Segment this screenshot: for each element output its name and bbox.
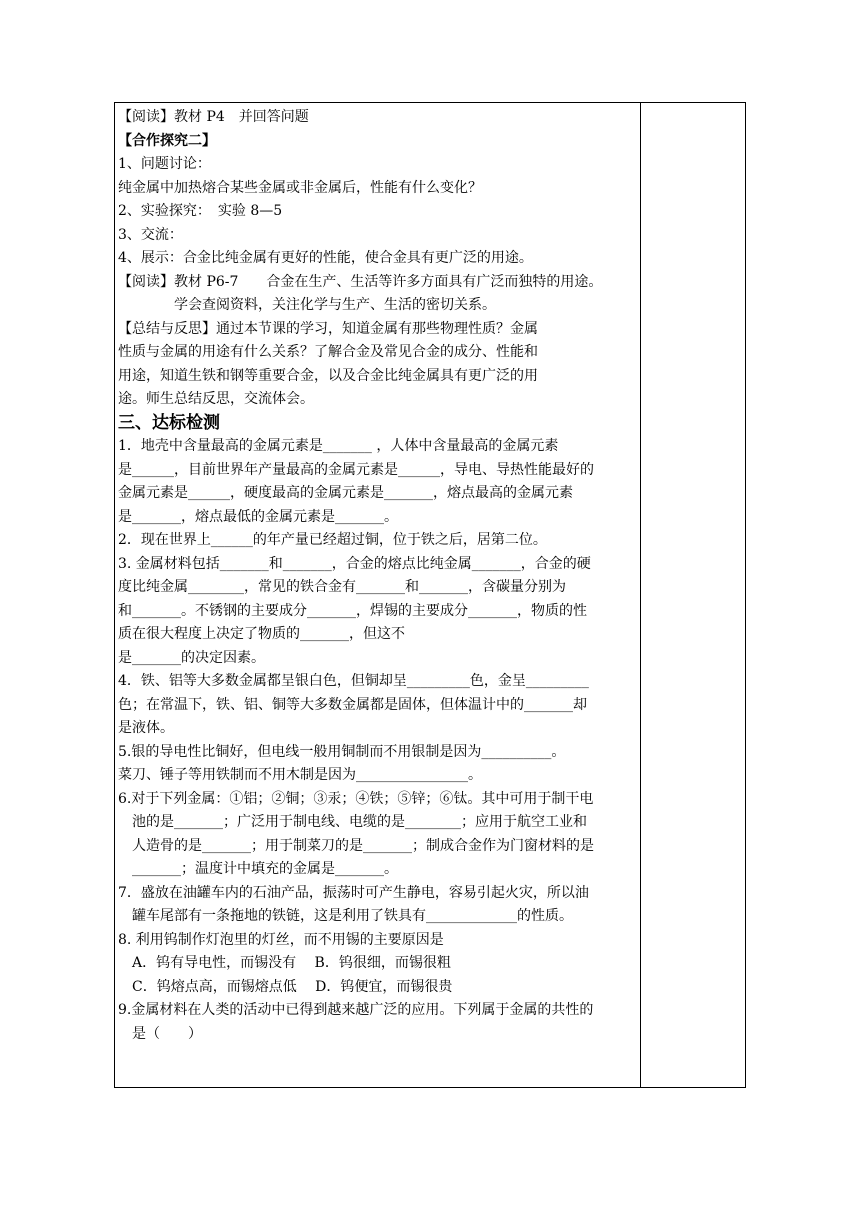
text-line: 是（ ） — [132, 1025, 202, 1042]
text-line: 菜刀、锤子等用铁制而不用木制是因为________________。 — [118, 767, 482, 783]
text-line: A．钨有导电性，而锡没有 B．钨很细，而锡很粗 — [132, 955, 451, 971]
text-line: 途。师生总结反思，交流体会。 — [118, 391, 314, 407]
text-line: 是液体。 — [118, 720, 174, 736]
text-line: 是______，目前世界年产量最高的金属元素是______，导电、导热性能最好的 — [118, 461, 594, 478]
text-line: 2、实验探究： 实验 8—5 — [118, 203, 283, 219]
text-line: 纯金属中加热熔合某些金属或非金属后，性能有什么变化？ — [118, 179, 482, 196]
text-line: 4．铁、铝等大多数金属都呈银白色，但铜却呈_________色，金呈_________ — [118, 673, 589, 689]
text-line: C．钨熔点高，而锡熔点低 D．钨便宜，而锡很贵 — [132, 978, 453, 995]
text-line: 学会查阅资料，关注化学与生产、生活的密切关系。 — [174, 297, 496, 313]
text-line: 人造骨的是_______；用于制菜刀的是_______；制成合金作为门窗材料的是 — [132, 837, 594, 854]
text-line: 度比纯金属________，常见的铁合金有_______和_______，含碳量分别为 — [118, 579, 566, 595]
text-line: 金属元素是______，硬度最高的金属元素是_______，熔点最高的金属元素 — [118, 485, 573, 501]
text-line: _______；温度计中填充的金属是_______。 — [132, 861, 398, 877]
text-line: 三、达标检测 — [118, 412, 220, 433]
text-line: 【阅读】教材 P4 并回答问题 — [118, 109, 309, 125]
text-line: 4、展示：合金比纯金属有更好的性能，使合金具有更广泛的用途。 — [118, 250, 533, 266]
text-line: 是_______，熔点最低的金属元素是_______。 — [118, 508, 398, 525]
text-line: 3. 金属材料包括_______和_______，合金的熔点比纯金属_______，合金的硬 — [118, 555, 591, 572]
text-line: 1、问题讨论： — [118, 156, 211, 172]
text-line: 8. 利用钨制作灯泡里的灯丝，而不用锡的主要原因是 — [118, 931, 444, 948]
text-line: 1．地壳中含量最高的金属元素是_______ ，人体中含量最高的金属元素 — [118, 438, 559, 454]
text-line: 2．现在世界上______的年产量已经超过铜，位于铁之后，居第二位。 — [118, 532, 547, 548]
text-line: 【合作探究二】 — [118, 132, 216, 149]
column-divider — [640, 103, 641, 1087]
text-line: 【总结与反思】通过本节课的学习，知道金属有那些物理性质？金属 — [118, 320, 538, 337]
text-line: 3、交流： — [118, 226, 183, 243]
text-line: 用途，知道生铁和钢等重要合金，以及合金比纯金属具有更广泛的用 — [118, 367, 538, 384]
text-line: 池的是_______；广泛用于制电线、电缆的是________；应用于航空工业和 — [132, 814, 587, 830]
text-line: 【阅读】教材 P6-7 合金在生产、生活等许多方面具有广泛而独特的用途。 — [118, 273, 603, 290]
text-line: 和_______。不锈钢的主要成分_______，焊锡的主要成分_______，物质的性 — [118, 602, 587, 619]
text-line: 是_______的决定因素。 — [118, 649, 265, 666]
text-line: 5.银的导电性比铜好，但电线一般用铜制而不用银制是因为__________。 — [118, 743, 566, 760]
worksheet-content — [118, 106, 636, 1046]
text-line: 7．盛放在油罐车内的石油产品，振荡时可产生静电，容易引起火灾，所以油 — [118, 884, 589, 901]
text-line: 6.对于下列金属：①铝；②铜；③汞；④铁；⑤锌；⑥钛。其中可用于制干电 — [118, 790, 594, 807]
text-line: 色；在常温下，铁、铝、铜等大多数金属都是固体，但体温计中的_______却 — [118, 696, 587, 713]
text-line: 质在很大程度上决定了物质的_______，但这不 — [118, 626, 405, 642]
text-line: 9.金属材料在人类的活动中已得到越来越广泛的应用。下列属于金属的共性的 — [118, 1002, 594, 1018]
text-line: 罐车尾部有一条拖地的铁链，这是利用了铁具有_____________的性质。 — [132, 908, 573, 924]
text-line: 性质与金属的用途有什么关系？了解合金及常见合金的成分、性能和 — [118, 344, 538, 360]
